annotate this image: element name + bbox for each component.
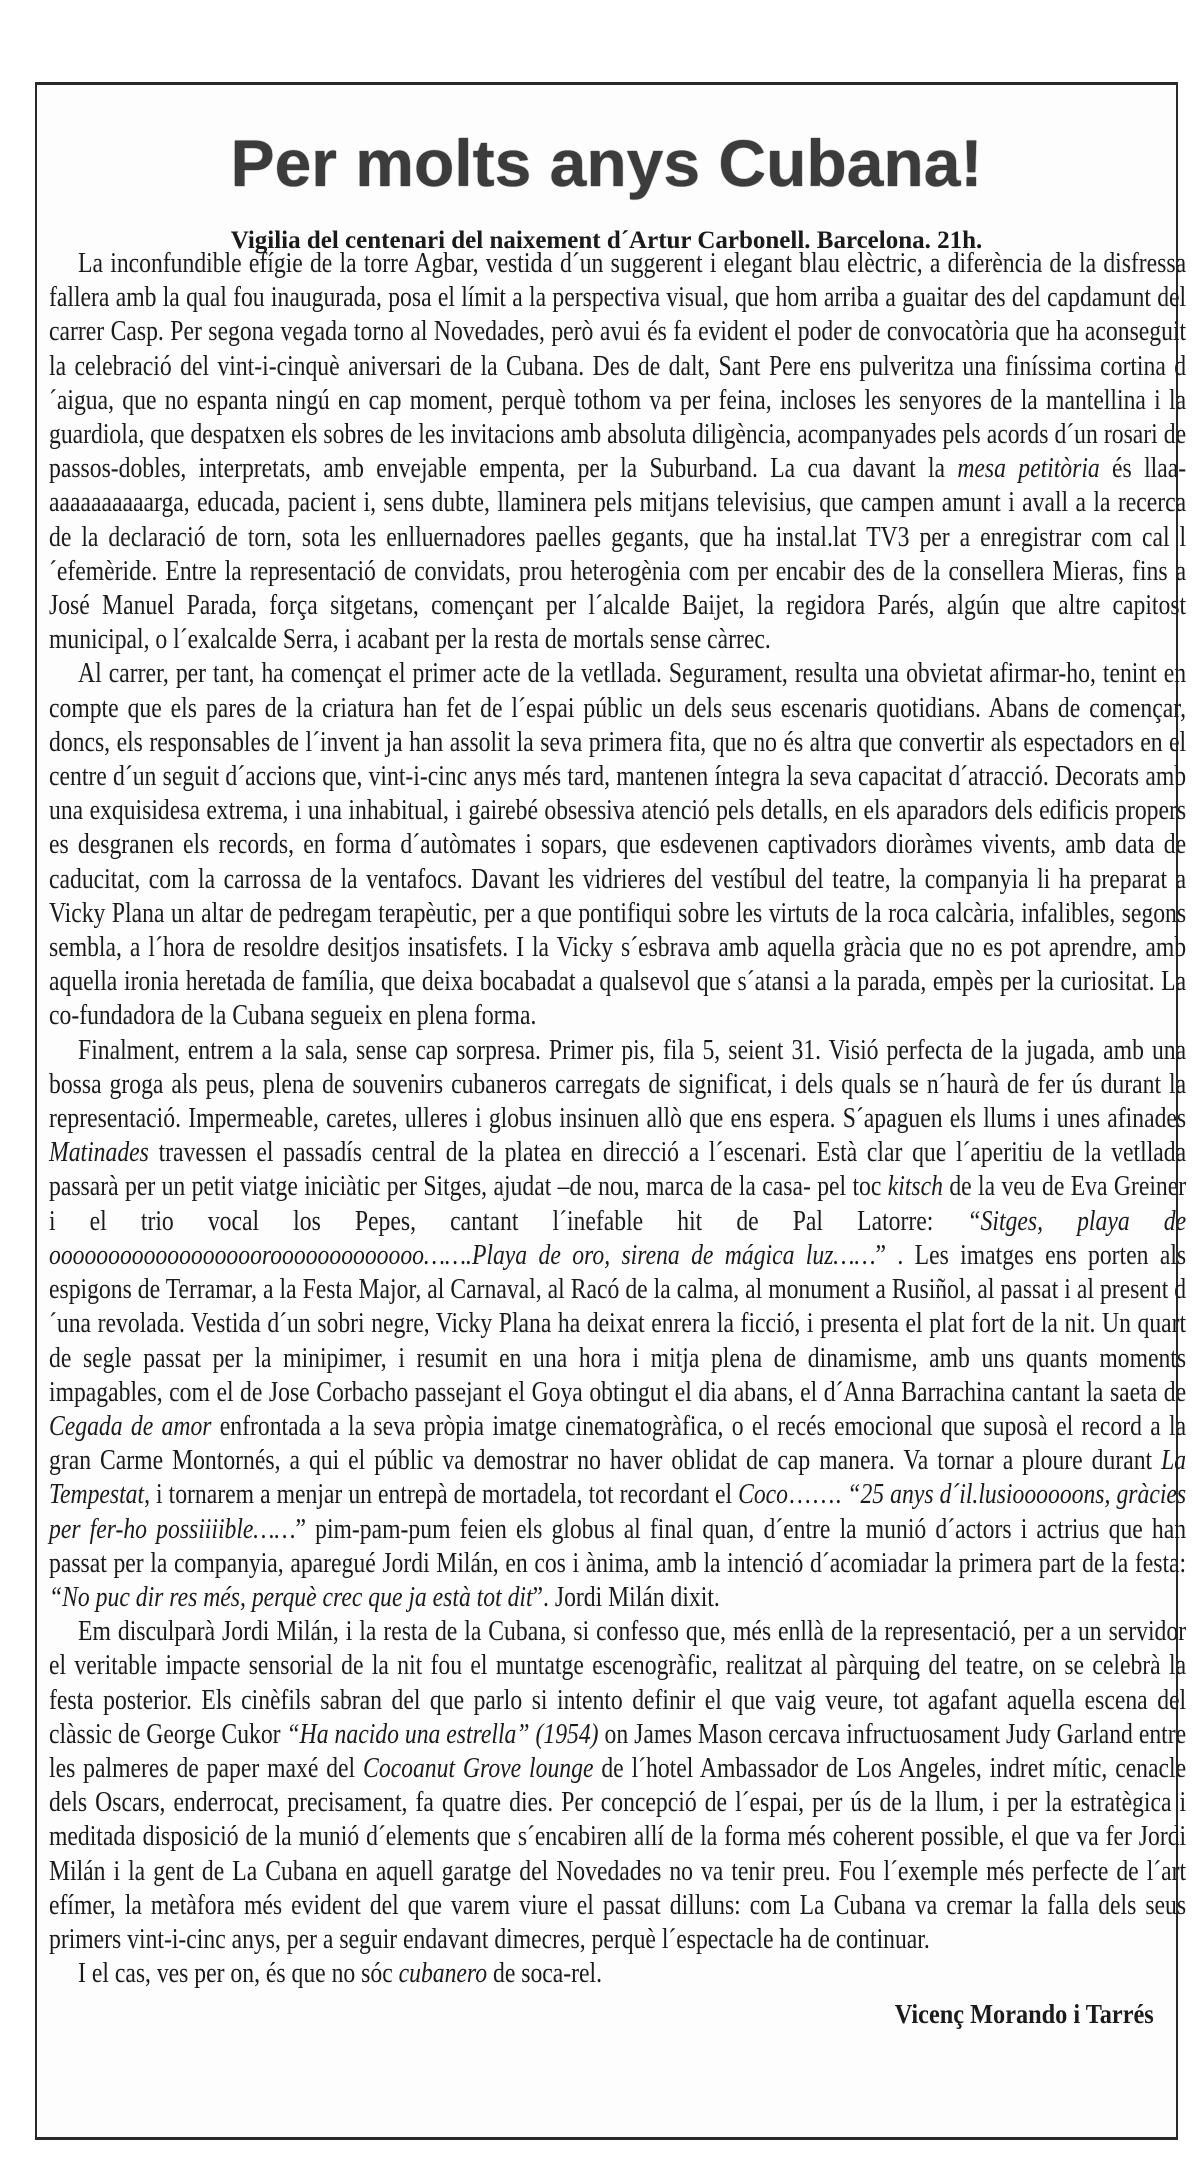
text-run: travessen el passadís central de la platea en direcció a l´escenari. Està clar que l´aperitiu de la vetllada passarà per un petit viatge iniciàtic per Sitges, ajudat –de nou, marca de la casa- pel toc xyxy=(49,1137,1187,1203)
text-run: ……. xyxy=(788,1479,848,1511)
article-body-wrap xyxy=(49,247,1186,1991)
italic-text: mesa petitòria xyxy=(957,453,1100,485)
italic-text: “Ha nacido una estrella” (1954) xyxy=(286,1718,599,1750)
text-run: on James Mason cercava infructuosament Judy Garland entre les palmeres de paper maxé del xyxy=(49,1718,1187,1784)
article-paragraph xyxy=(49,1957,1186,1991)
italic-text: “25 anys d´il.lusioooooons, gràcies per fer-ho possiiiible…… xyxy=(49,1479,1187,1545)
text-run: enfrontada a la seva pròpia imatge cinematogràfica, o el recés emocional que suposà el record a la gran Carme Montornés, a qui el públic va demostrar no haver oblidat de cap manera. Va tornar a ploure durant xyxy=(49,1410,1187,1477)
text-run: , i tornarem a menjar un entrepà de mortadela, tot recordant el xyxy=(144,1479,739,1511)
text-run: Em disculparà Jordi Milán, i la resta de la Cubana, si confesso que, més enllà de la representació, per a un servidor el veritable impacte sensorial de la nit fou el muntatge escenogràfic, realitzat al pàrquing del teatre, on se celebrà la festa posterior. Els cinèfils sabran del que parlo si intento definir el que vaig veure, tot agafant aquella escena del clàssic de George Cukor xyxy=(49,1616,1187,1750)
text-run: ”. Jordi Milán dixit. xyxy=(532,1581,720,1613)
italic-text: “Sitges, playa de oooooooooooooooooorooooooooooooo…….Playa de oro, sirena de mágica luz…… xyxy=(49,1205,1187,1271)
headline: Per molts anys Cubana! xyxy=(230,126,983,200)
author-signature: Vicenç Morando i Tarrés xyxy=(895,1999,1154,2030)
text-run: de la veu de Eva Greiner i el trio vocal los Pepes, cantant l´inefable hit de Pal Latorre: xyxy=(49,1171,1187,1237)
text-run: La inconfundible efígie de la torre Agbar, vestida d´un suggerent i elegant blau elèctric, a diferència de la disfressa fallera amb la qual fou inaugurada, posa el límit a la perspectiva visual, que hom arriba a guaitar des del capdamunt del carrer Casp. Per segona vegada torno al Novedades, però avui és fa evident el poder de convocatòria que ha aconseguit la celebració del vint-i-cinquè aniversari de la Cubana. Des de dalt, Sant Pere ens pulveritza una finíssima cortina d´aigua, que no espanta ningú en cap moment, perquè tothom va per feina, incloses les senyores de la mantellina i la guardiola, que despatxen els sobres de les invitacions amb absoluta diligència, acompanyades pels acords d´un rosari de passos-dobles, interpretats, amb envejable empenta, per la Suburband. La cua davant la xyxy=(49,248,1187,485)
text-run: Al carrer, per tant, ha començat el primer acte de la vetllada. Segurament, resulta una obvietat afirmar-ho, tenint en compte que els pares de la criatura han fet de l´espai públic un dels seus escenaris quotidians. Abans de començar, doncs, els responsables de l´invent ja han assolit la seva primera fita, que no és altra que convertir als espectadors en el centre d´un seguit d´accions que, vint-i-cinc anys més tard, mantenen íntegra la seva capacitat d´atracció. Decorats amb una exquisidesa extrema, i una inhabitual, i gairebé obsessiva atenció pels detalls, en els aparadors dels edificis propers es desgranen els records, en forma d´autòmates i sopars, que esdevenen captivadors dioràmes vivents, amb data de caducitat, com la carrossa de la ventafocs. Davant les vidrieres del vestíbul del teatre, la companyia li ha preparat a Vicky Plana un altar de pedregam terapèutic, per a que pontifiqui sobre les virtuts de la roca calcària, infalibles, segons sembla, a l´hora de resoldre desitjos insatisfets. I la Vicky s´esbrava amb aquella gràcia que no es pot aprendre, amb aquella ironia heretada de família, que deixa bocabadat a qualsevol que s´atansi a la parada, empès per la curiositat. La co-fundadora de la Cubana segueix en plena forma. xyxy=(49,658,1187,1032)
italic-text: “No puc dir res més, perquè crec que ja està tot dit xyxy=(49,1581,533,1613)
text-run: ” pim-pam-pum feien els globus al final quan, d´entre la munió d´actors i actrius que han passat per la companyia, aparegué Jordi Milán, en cos i ànima, amb la intenció d´acomiadar la primera part de la festa: xyxy=(49,1513,1187,1579)
text-run: ” . Les imatges ens porten als espigons de Terramar, a la Festa Major, al Carnaval, al Racó de la calma, al monument a Rusiñol, al passat i al present d´una revolada. Vestida d´un sobri negre, Vicky Plana ha deixat enrera la ficció, i presenta el plat fort de la nit. Un quart de segle passat per la minipimer, i resumit en una hora i mitja plena de dinamisme, amb uns quants moments impagables, com el de Jose Corbacho passejant el Goya obtingut el dia abans, el d´Anna Barrachina cantant la saeta de xyxy=(49,1239,1187,1408)
italic-text: Coco xyxy=(738,1479,789,1511)
article-paragraph xyxy=(49,247,1186,657)
italic-text: Cegada de amor xyxy=(49,1410,212,1442)
text-run: de soca-rel. xyxy=(487,1958,603,1990)
article-paragraph xyxy=(49,1615,1186,1957)
italic-text: Cocoanut Grove lounge xyxy=(363,1752,594,1784)
italic-text: Matinades xyxy=(49,1137,149,1169)
italic-text: La Tempestat xyxy=(49,1445,1187,1511)
italic-text: kitsch xyxy=(887,1171,943,1203)
text-run: Finalment, entrem a la sala, sense cap sorpresa. Primer pis, fila 5, seient 31. Visió perfecta de la jugada, amb una bossa groga als peus, plena de souvenirs cubaneros carregats de significat, i dels quals se n´haurà de fer ús durant la representació. Impermeable, caretes, ulleres i globus insinuen allò que ens espera. S´apaguen els llums i unes afinades xyxy=(49,1034,1187,1135)
article-frame xyxy=(35,82,1187,2140)
article-paragraph xyxy=(49,657,1186,1033)
subtitle: Vigilia del centenari del naixement d´Artur Carbonell. Barcelona. 21h. xyxy=(230,227,983,254)
text-run: de l´hotel Ambassador de Los Angeles, indret mític, cenacle dels Oscars, enderrocat, precisament, fa quatre dies. Per concepció de l´espai, per ús de la llum, i per la estratègica i meditada disposició de la munió d´elements que s´encabiren allí de la forma més coherent possible, el que va fer Jordi Milán i la gent de La Cubana en aquell garatge del Novedades no va tenir preu. Fou l´exemple més perfecte de l´art efímer, la metàfora més evident del que varem viure el passat dilluns: com La Cubana va cremar la falla dels seus primers vint-i-cinc anys, per a seguir endavant dimecres, perquè l´espectacle ha de continuar. xyxy=(49,1752,1187,1955)
article-body xyxy=(49,247,1186,1991)
italic-text: cubanero xyxy=(398,1958,488,1990)
article-paragraph xyxy=(49,1034,1186,1615)
text-run: és llaa-aaaaaaaaaarga, educada, pacient i, sens dubte, llaminera pels mitjans televisius, que campen amunt i avall a la recerca de la declaració de torn, sota les enlluernadores paelles gegants, que ha instal.lat TV3 per a enregistrar com cal l´efemèride. Entre la representació de convidats, prou heterogènia com per encabir des de la consellera Mieras, fins a José Manuel Parada, força sitgetans, començant per l´alcalde Baijet, la regidora Parés, algún que altre capitost municipal, o l´exalcalde Serra, i acabant per la resta de mortals sense càrrec. xyxy=(49,453,1187,656)
text-run: I el cas, ves per on, és que no sóc xyxy=(78,1958,399,1990)
